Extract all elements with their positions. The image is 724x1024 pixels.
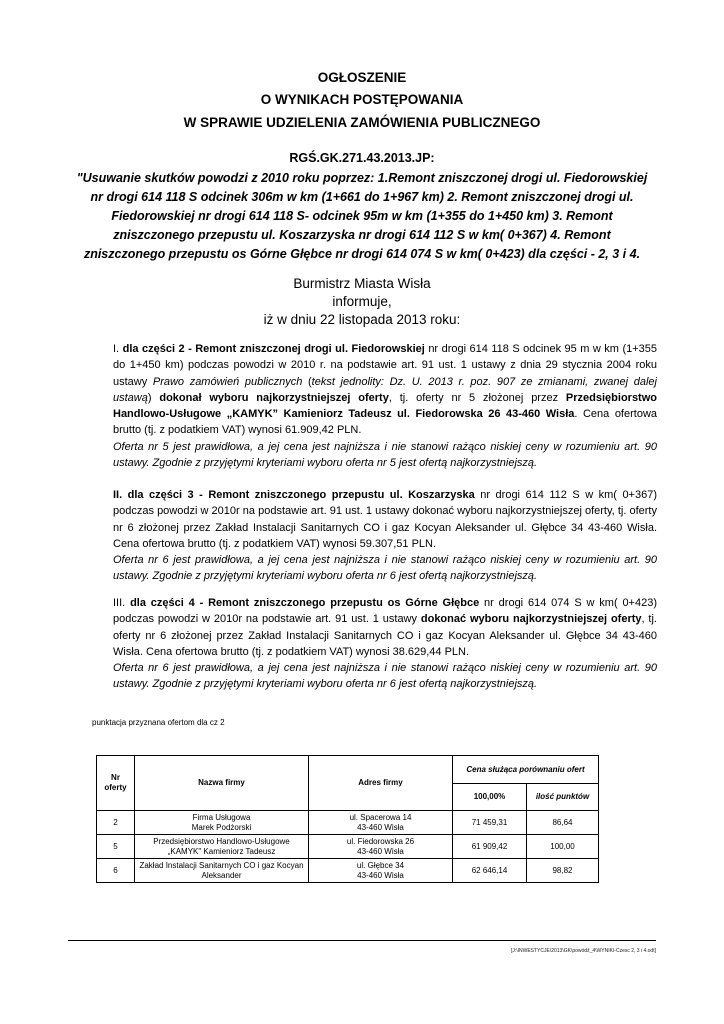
header-price-group: Cena służąca porównaniu ofert	[453, 756, 599, 784]
header-firm-name: Nazwa firmy	[135, 756, 309, 811]
table-row	[97, 859, 599, 883]
firm-name: Zakład Instalacji Sanitarnych CO i gaz Kocyan Aleksander	[135, 859, 309, 883]
table-row	[97, 811, 599, 835]
footer-file-path: [J:\INWESTYCJE\2013\GK\powódź_4\WYNIKI-Czesc 2, 3 i 4.odt]	[510, 948, 656, 954]
section-justification: Oferta nr 6 jest prawidłowa, a jej cena jest najniższa i nie stanowi rażąco niskiej ceny w rozumieniu art. 90 ustawy. Zgodnie z przyjętymi kryteriami wyboru oferta nr 6 jest ofertą najkorzystniejszą.	[113, 554, 657, 583]
offer-number: 2	[97, 811, 135, 835]
scoring-table	[96, 755, 599, 883]
firm-name: Przedsiębiorstwo Handlowo-Usługowe „KAMYK" Kamieniorz Tadeusz	[135, 835, 309, 859]
issuer-date: iż w dniu 22 listopada 2013 roku:	[263, 312, 461, 327]
section-justification: Oferta nr 5 jest prawidłowa, a jej cena jest najniższa i nie stanowi rażąco niskiej ceny w rozumieniu art. 90 ustawy. Zgodnie z przyjętymi kryteriami wyboru oferta nr 5 jest ofertą najkorzystniejszą.	[113, 440, 657, 470]
section-body: II. dla części 3 - Remont zniszczonego przepustu ul. Koszarzyska nr drogi 614 112 S w km( 0+367) podczas powodzi w 2010r na podstawie art. 91 ust. 1 ustawy dokonać wyboru najkorzystniejszej oferty, tj. oferty nr 6 złożonej przez Zakład Instalacji Sanitarnych CO i gaz Kocyan Aleksander ul. Głębce 34 43-460 Wisła. Cena ofertowa brutto (tj. z podatkiem VAT) wynosi 59.307,51 PLN.	[113, 489, 657, 550]
announcement-subtitle-1: O WYNIKACH POSTĘPOWANIA	[260, 92, 464, 107]
firm-address: ul. Fiedorowska 26 43-460 Wisła	[309, 835, 453, 859]
points: 98,82	[527, 859, 599, 883]
subject-line: zniszczonego przepustu os Górne Głębce nr drogi 614 074 S w km( 0+423) dla części - 2, 3 i 4.	[83, 247, 641, 261]
announcement-title: OGŁOSZENIE	[317, 70, 407, 85]
footer-divider	[68, 940, 656, 941]
subject-line: zniszczonego przepustu ul. Koszarzyska nr drogi 614 112 S w km( 0+367) 4. Remont	[113, 228, 611, 242]
firm-address: ul. Głębce 34 43-460 Wisła	[309, 859, 453, 883]
subject-line: nr drogi 614 118 S odcinek 306m w km (1+661 do 1+967 km) 2. Remont zniszczonej drogi ul.	[90, 190, 634, 204]
price: 61 909,42	[453, 835, 527, 859]
section-body: III. dla części 4 - Remont zniszczonego przepustu os Górne Głębce nr drogi 614 074 S w km( 0+423) podczas powodzi w 2010r na podstawie art. 91 ust. 1 ustawy dokonać wyboru najkorzystniejszej oferty, tj. oferty nr 6 złożonej przez Zakład Instalacji Sanitarnych CO i gaz Kocyan Aleksander ul. Głębce 34 43-460 Wisła. Cena ofertowa brutto (tj. z podatkiem VAT) wynosi 38.629,44 PLN.	[113, 597, 658, 658]
points: 100,00	[527, 835, 599, 859]
issuer-name: Burmistrz Miasta Wisła	[293, 276, 431, 291]
section-part-4	[113, 595, 657, 693]
firm-name: Firma Usługowa Marek Podżorski	[135, 811, 309, 835]
reference-number: RGŚ.GK.271.43.2013.JP:	[289, 151, 435, 165]
header-offer-number: Nr oferty	[97, 756, 135, 811]
header-points: ilość punktów	[527, 784, 599, 811]
table-row	[97, 835, 599, 859]
issuer-informs: informuje,	[332, 294, 392, 309]
points: 86,64	[527, 811, 599, 835]
announcement-subtitle-2: W SPRAWIE UDZIELENIA ZAMÓWIENIA PUBLICZNEGO	[183, 115, 541, 130]
offer-number: 6	[97, 859, 135, 883]
section-part-2	[113, 341, 657, 471]
subject-line: "Usuwanie skutków powodzi z 2010 roku poprzez: 1.Remont zniszczonej drogi ul. Fiedorowskiej	[76, 171, 648, 185]
section-justification: Oferta nr 6 jest prawidłowa, a jej cena jest najniższa i nie stanowi rażąco niskiej ceny w rozumieniu art. 90 ustawy. Zgodnie z przyjętymi kryteriami wyboru oferta nr 6 jest ofertą najkorzystniejszą.	[113, 662, 657, 691]
subject-line: Fiedorowskiej nr drogi 614 118 S- odcinek 95m w km (1+355 do 1+450 km) 3. Remont	[111, 209, 613, 223]
header-percent: 100,00%	[453, 784, 527, 811]
offer-number: 5	[97, 835, 135, 859]
reference-subject	[60, 169, 664, 264]
header-firm-address: Adres firmy	[309, 756, 453, 811]
price: 71 459,31	[453, 811, 527, 835]
section-body: I. dla części 2 - Remont zniszczonej drogi ul. Fiedorowskiej nr drogi 614 118 S odcinek 95 m w km (1+355 do 1+450 km) podczas powodzi w 2010 r. na podstawie art. 91 ust. 1 ustawy z dnia 29 stycznia 2004 roku ustawy Prawo zamówień publicznych (tekst jednolity: Dz. U. 2013 r. poz. 907 ze zmianami, zwanej dalej ustawą) dokonał wyboru najkorzystniejszej oferty, tj. oferty nr 5 złożonej przez Przedsiębiorstwo Handlowo-Usługowe „KAMYK” Kamieniorz Tadeusz ul. Fiedorowska 26 43-460 Wisła. Cena ofertowa brutto (tj. z podatkiem VAT) wynosi 61.909,42 PLN.	[113, 343, 658, 437]
table-caption: punktacja przyznana ofertom dla cz 2	[92, 718, 225, 727]
section-part-3	[113, 487, 657, 585]
price: 62 646,14	[453, 859, 527, 883]
firm-address: ul. Spacerowa 14 43-460 Wisła	[309, 811, 453, 835]
